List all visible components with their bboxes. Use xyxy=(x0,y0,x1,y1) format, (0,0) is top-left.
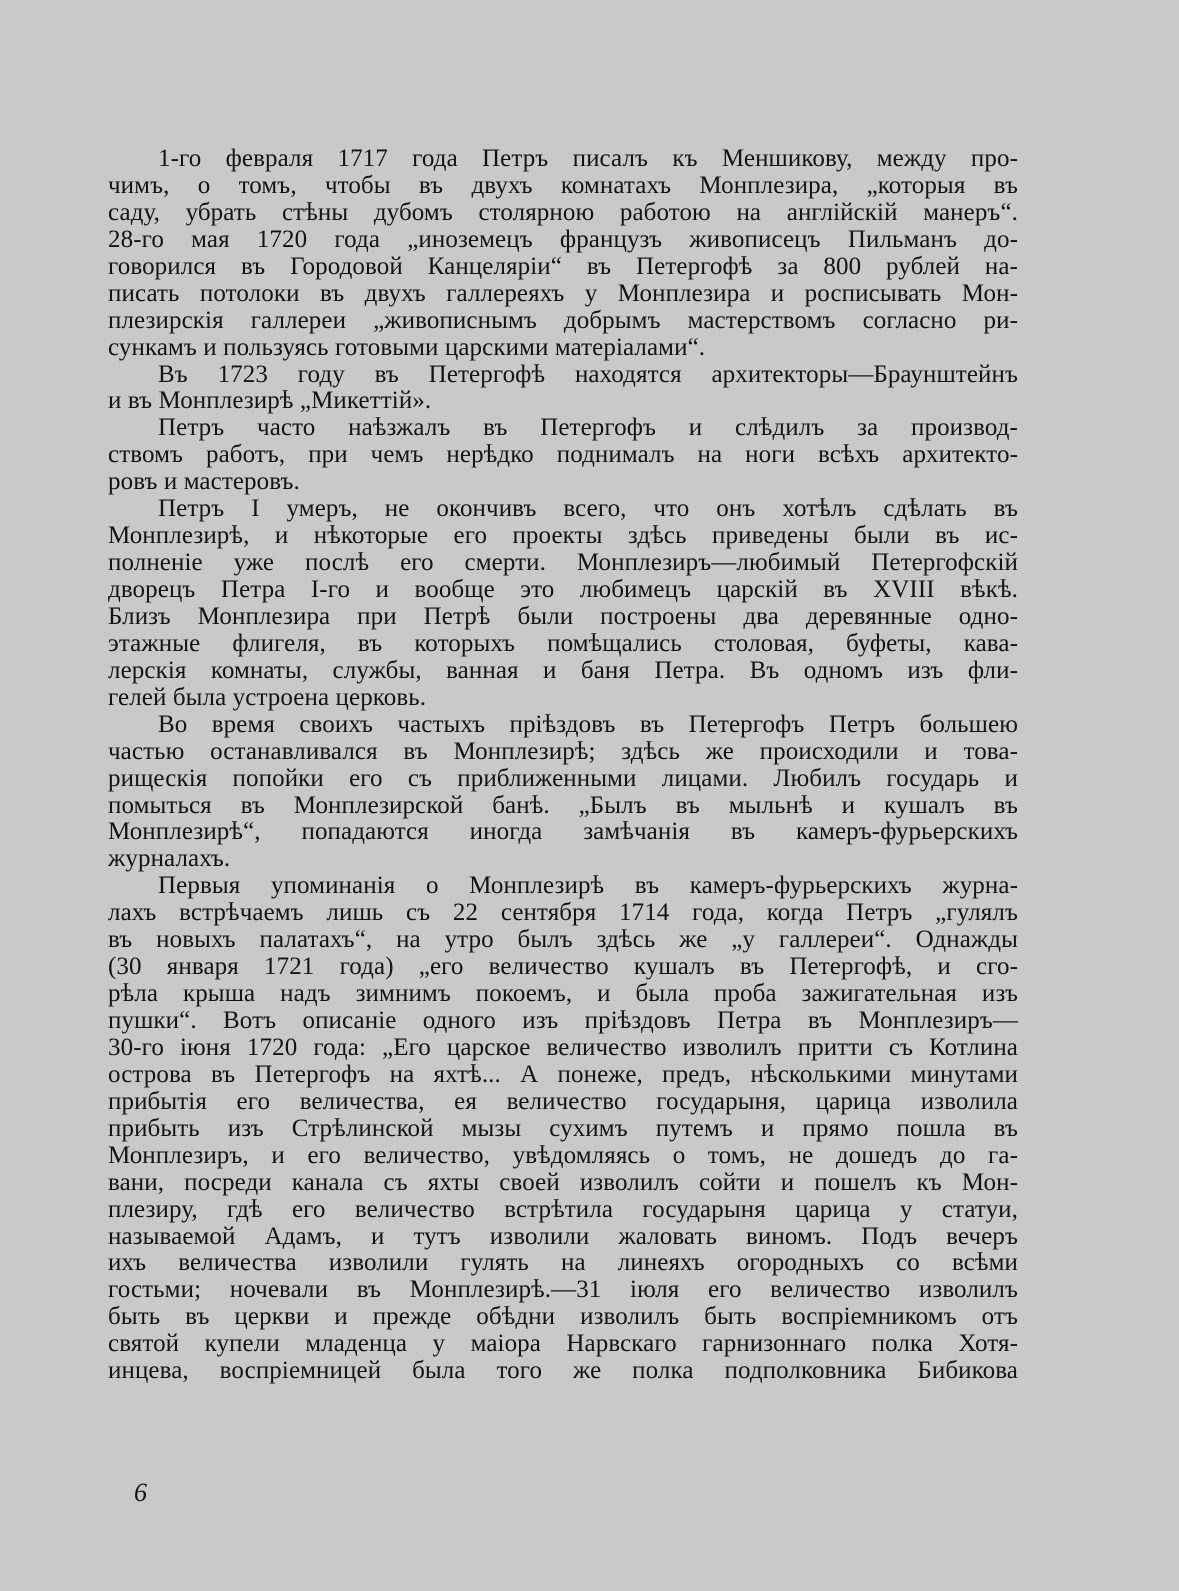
text-line: Монплезиръ, и его величество, увѣдомляясь о томъ, не дошедъ до га- xyxy=(108,1141,1018,1169)
text-line: Петръ I умеръ, не окончивъ всего, что онъ хотѣлъ сдѣлать въ xyxy=(158,495,1018,523)
text-line: Во время своихъ частыхъ пріѣздовъ въ Петергофъ Петръ большею xyxy=(158,710,1018,738)
text-line: вани, посреди канала съ яхты своей изволилъ сойти и пошелъ къ Мон- xyxy=(108,1168,1018,1196)
paragraph-3 xyxy=(108,415,1018,496)
text-line: прибытія его величества, ея величество государыня, царица изволила xyxy=(108,1087,1018,1115)
text-line: 1-го февраля 1717 года Петръ писалъ къ Меншикову, между про- xyxy=(158,145,1018,172)
text-line: ровъ и мастеровъ. xyxy=(108,468,300,496)
text-line: этажные флигеля, въ которыхъ помѣщались столовая, буфеты, кава- xyxy=(108,629,1018,657)
text-line: Близъ Монплезира при Петрѣ были построены два деревянные одно- xyxy=(108,602,1018,630)
text-line: пушки“. Вотъ описаніе одного изъ пріѣздовъ Петра въ Монплезиръ— xyxy=(108,1007,1018,1034)
text-line: гелей была устроена церковь. xyxy=(108,683,427,711)
text-line: дворецъ Петра I-го и вообще это любимецъ царскій въ XVIII вѣкѣ. xyxy=(108,576,1018,603)
text-line: святой купели младенца у маіора Нарвскаго гарнизоннаго полка Хотя- xyxy=(108,1330,1018,1358)
text-line: рѣла крыша надъ зимнимъ покоемъ, и была проба зажигательная изъ xyxy=(108,980,1018,1008)
text-line: 28-го мая 1720 года „иноземецъ французъ живописецъ Пильманъ до- xyxy=(108,225,1018,253)
paragraph-1 xyxy=(108,146,1018,362)
text-line: журналахъ. xyxy=(108,845,231,873)
text-line: инцева, воспріемницей была того же полка подполковника Бибикова xyxy=(108,1357,1018,1385)
paragraph-6 xyxy=(108,873,1018,1385)
text-line: быть въ церкви и прежде обѣдни изволилъ быть воспріемникомъ отъ xyxy=(108,1303,1018,1331)
page-number: 6 xyxy=(134,1478,147,1507)
paragraph-2 xyxy=(108,362,1018,416)
body-text xyxy=(108,146,1018,1385)
text-line: рищескія попойки его съ приближенными лицами. Любилъ государь и xyxy=(108,764,1018,792)
text-line: въ новыхъ палатахъ“, на утро былъ здѣсь же „у галлереи“. Однажды xyxy=(108,926,1018,954)
text-line: плезирскія галлереи „живописнымъ добрымъ мастерствомъ согласно ри- xyxy=(108,306,1018,334)
text-line: Въ 1723 году въ Петергофѣ находятся архитекторы—Браунштейнъ xyxy=(158,360,1018,388)
text-line: помыться въ Монплезирской банѣ. „Былъ въ мыльнѣ и кушалъ въ xyxy=(108,791,1018,819)
text-line: Монплезирѣ“, попадаются иногда замѣчанія въ камеръ-фурьерскихъ xyxy=(108,818,1018,846)
text-line: и въ Монплезирѣ „Микеттій». xyxy=(108,387,432,415)
text-line: плезиру, гдѣ его величество встрѣтила государыня царица у статуи, xyxy=(108,1195,1018,1223)
text-line: ихъ величества изволили гулять на линеяхъ огородныхъ со всѣми xyxy=(108,1249,1018,1277)
text-line: ствомъ работъ, при чемъ нерѣдко поднималъ на ноги всѣхъ архитекто- xyxy=(108,441,1018,469)
paragraph-5 xyxy=(108,712,1018,874)
text-line: говорился въ Городовой Канцеляріи“ въ Петергофѣ за 800 рублей на- xyxy=(108,252,1018,280)
text-line: называемой Адамъ, и тутъ изволили жаловать виномъ. Подъ вечеръ xyxy=(108,1222,1018,1250)
text-line: (30 января 1721 года) „его величество кушалъ въ Петергофѣ, и сго- xyxy=(108,953,1018,981)
text-line: саду, убрать стѣны дубомъ столярною работою на англійскій манеръ“. xyxy=(108,198,1018,226)
text-line: прибыть изъ Стрѣлинской мызы сухимъ путемъ и прямо пошла въ xyxy=(108,1114,1018,1142)
text-line: гостьми; ночевали въ Монплезирѣ.—31 іюля его величество изволилъ xyxy=(108,1276,1018,1304)
text-line: лерскія комнаты, службы, ванная и баня Петра. Въ одномъ изъ фли- xyxy=(108,656,1018,684)
text-line: острова въ Петергофъ на яхтѣ... А понеже, предъ, нѣсколькими минутами xyxy=(108,1060,1018,1088)
text-line: полненіе уже послѣ его смерти. Монплезиръ—любимый Петергофскій xyxy=(108,549,1018,577)
text-line: Первыя упоминанія о Монплезирѣ въ камеръ-фурьерскихъ журна- xyxy=(158,872,1018,900)
paragraph-4 xyxy=(108,496,1018,712)
text-line: писать потолоки въ двухъ галлереяхъ у Монплезира и росписывать Мон- xyxy=(108,279,1018,307)
text-line: 30-го іюня 1720 года: „Его царское величество изволилъ притти съ Котлина xyxy=(108,1033,1018,1061)
text-line: Монплезирѣ, и нѣкоторые его проекты здѣсь приведены были въ ис- xyxy=(108,522,1018,550)
text-line: лахъ встрѣчаемъ лишь съ 22 сентября 1714 года, когда Петръ „гулялъ xyxy=(108,899,1018,927)
text-line: частью останавливался въ Монплезирѣ; здѣсь же происходили и това- xyxy=(108,737,1018,765)
text-line: Петръ часто наѣзжалъ въ Петергофъ и слѣдилъ за производ- xyxy=(158,414,1018,442)
text-line: сункамъ и пользуясь готовыми царскими матеріалами“. xyxy=(108,333,706,361)
text-line: чимъ, о томъ, чтобы въ двухъ комнатахъ Монплезира, „которыя въ xyxy=(108,171,1018,199)
